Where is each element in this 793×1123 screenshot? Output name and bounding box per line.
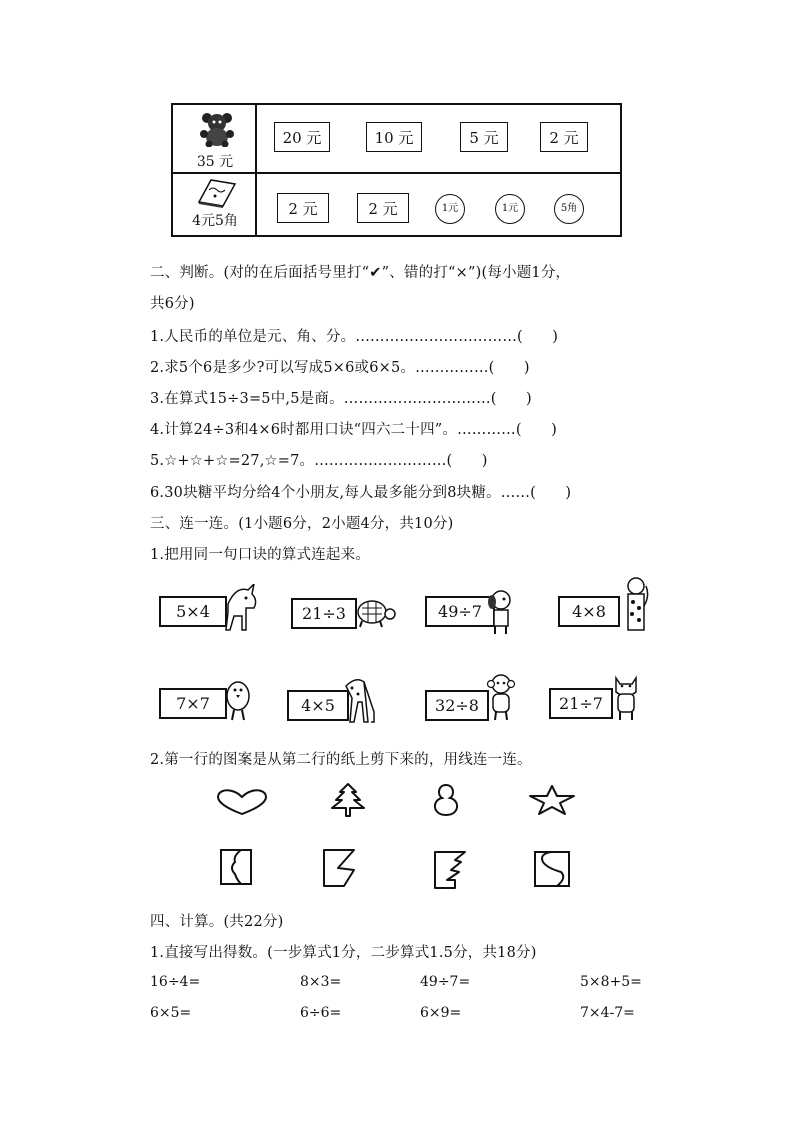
- calc-item: 7×4-7=: [580, 1005, 635, 1021]
- expression-card: 32÷8: [425, 690, 489, 721]
- judge-item: 3.在算式15÷3=5中,5是商。…………………………( ): [150, 391, 532, 407]
- expression-card: 21÷7: [549, 688, 613, 719]
- expression-card: 7×7: [159, 688, 227, 719]
- calc-item: 6×9=: [420, 1005, 462, 1021]
- expression-card: 4×5: [287, 690, 349, 721]
- chick-icon: [222, 676, 254, 722]
- coin: 5角: [554, 194, 584, 224]
- money-row-book: [173, 172, 620, 235]
- judge-item: 2.求5个6是多少?可以写成5×6或6×5。……………( ): [150, 360, 530, 376]
- banknote: 2 元: [277, 193, 329, 223]
- calc-item: 6×5=: [150, 1005, 192, 1021]
- calc-item: 6÷6=: [300, 1005, 342, 1021]
- banknote: 2 元: [540, 122, 588, 152]
- section-heading-cont: 共6分): [150, 296, 195, 312]
- star-shape: [528, 784, 576, 816]
- coin: 1元: [495, 194, 525, 224]
- tree-shape: [326, 782, 370, 818]
- coin: 1元: [435, 194, 465, 224]
- paper-piece-gourd: [533, 850, 571, 888]
- section-heading: 三、连一连。(1小题6分，2小题4分，共10分): [150, 516, 454, 532]
- expression-card: 5×4: [159, 596, 227, 627]
- judge-item: 1.人民币的单位是元、角、分。……………………………( ): [150, 329, 559, 345]
- banknote: 5 元: [460, 122, 508, 152]
- gourd-shape: [428, 782, 464, 818]
- judge-item: 6.30块糖平均分给4个小朋友,每人最多能分到8块糖。……( ): [150, 485, 572, 501]
- expression-card: 21÷3: [291, 598, 357, 629]
- cat-icon: [610, 672, 642, 722]
- judge-item: 5.☆+☆+☆=27,☆=7。………………………( ): [150, 453, 488, 469]
- section-heading: 四、计算。(共22分): [150, 914, 284, 930]
- banknote: 10 元: [366, 122, 422, 152]
- book-icon: [195, 176, 237, 208]
- giraffe-icon: [342, 674, 386, 724]
- sub-question: 2.第一行的图案是从第二行的纸上剪下来的，用线连一连。: [150, 752, 532, 768]
- item-price: 4元5角: [192, 213, 238, 229]
- money-table: [171, 103, 622, 237]
- horse-icon: [222, 584, 260, 634]
- paper-piece-heart: [219, 848, 253, 886]
- paper-piece-tree: [433, 850, 467, 890]
- calc-item: 16÷4=: [150, 974, 201, 990]
- dog-icon: [484, 588, 518, 636]
- expression-card: 49÷7: [425, 596, 495, 627]
- paper-piece-star: [322, 848, 356, 888]
- section-heading: 二、判断。(对的在后面括号里打“✔”、错的打“×”)(每小题1分，: [150, 265, 571, 281]
- monkey-icon: [484, 672, 518, 722]
- sub-question: 1.直接写出得数。(一步算式1分，二步算式1.5分，共18分): [150, 945, 537, 961]
- expression-card: 4×8: [558, 596, 620, 627]
- banknote: 2 元: [357, 193, 409, 223]
- money-row-bear: [173, 105, 620, 174]
- sub-question: 1.把用同一句口诀的算式连起来。: [150, 547, 371, 563]
- calc-item: 8×3=: [300, 974, 342, 990]
- item-price: 35 元: [196, 154, 234, 170]
- calc-item: 49÷7=: [420, 974, 471, 990]
- leopard-icon: [614, 576, 650, 634]
- calc-item: 5×8+5=: [580, 974, 642, 990]
- item-cell: [173, 172, 257, 235]
- banknote: 20 元: [274, 122, 330, 152]
- item-cell: [173, 105, 257, 172]
- turtle-icon: [354, 594, 398, 630]
- judge-item: 4.计算24÷3和4×6时都用口诀“四六二十四”。…………( ): [150, 422, 557, 438]
- heart-shape: [216, 788, 268, 816]
- teddy-bear-icon: [198, 111, 236, 147]
